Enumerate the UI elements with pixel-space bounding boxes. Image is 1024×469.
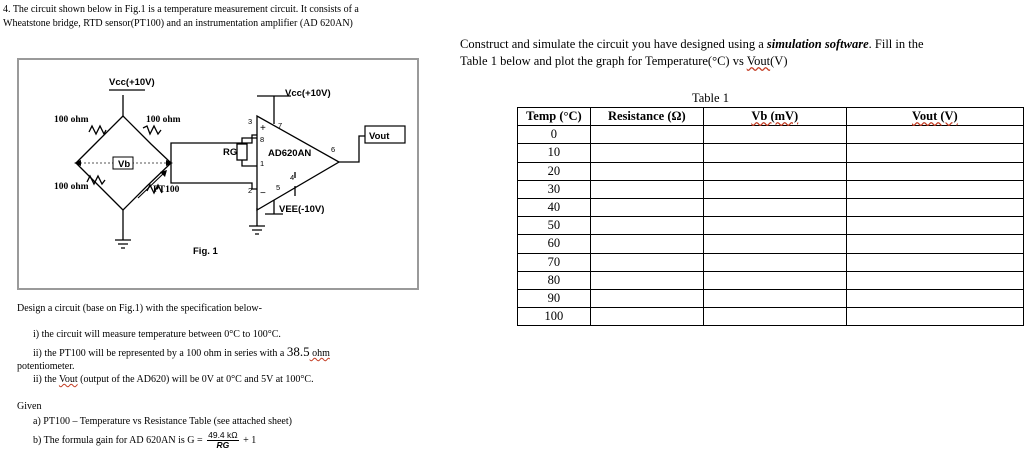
given-b-pre: b) The formula gain for AD 620AN is G = bbox=[33, 434, 206, 446]
resistance-cell[interactable] bbox=[590, 198, 703, 216]
vout-cell[interactable] bbox=[846, 289, 1023, 307]
temp-cell: 90 bbox=[518, 289, 591, 307]
vout-cell[interactable] bbox=[846, 271, 1023, 289]
temp-cell: 50 bbox=[518, 217, 591, 235]
vcc-right-label: Vcc(+10V) bbox=[285, 88, 331, 99]
spec-1: i) the circuit will measure temperature between 0°C to 100°C. bbox=[33, 329, 281, 340]
vb-cell[interactable] bbox=[703, 198, 846, 216]
given-a: a) PT100 – Temperature vs Resistance Table (see attached sheet) bbox=[33, 416, 292, 427]
resistance-cell[interactable] bbox=[590, 126, 703, 144]
pin-4: 4 bbox=[290, 173, 295, 182]
vout-cell[interactable] bbox=[846, 308, 1023, 326]
intro-line-2: Wheatstone bridge, RTD sensor(PT100) and an instrumentation amplifier (AD 620AN) bbox=[3, 18, 353, 29]
temp-cell: 80 bbox=[518, 271, 591, 289]
table-header-row bbox=[518, 108, 1024, 126]
vb-cell[interactable] bbox=[703, 180, 846, 198]
vout-cell[interactable] bbox=[846, 217, 1023, 235]
table-row bbox=[518, 144, 1024, 162]
spec-2-value: 38.5 bbox=[286, 344, 310, 359]
temp-cell: 10 bbox=[518, 144, 591, 162]
pin-6: 6 bbox=[331, 145, 336, 154]
minus-sign: − bbox=[260, 188, 266, 199]
resistance-cell[interactable] bbox=[590, 162, 703, 180]
resistance-cell[interactable] bbox=[590, 289, 703, 307]
vb-cell[interactable] bbox=[703, 271, 846, 289]
resistance-cell[interactable] bbox=[590, 253, 703, 271]
table-row bbox=[518, 271, 1024, 289]
table-row bbox=[518, 126, 1024, 144]
vb-cell[interactable] bbox=[703, 253, 846, 271]
header-vout-text: Vout (V) bbox=[911, 109, 958, 124]
temp-cell: 60 bbox=[518, 235, 591, 253]
header-vout bbox=[846, 108, 1023, 126]
gain-denominator: RG bbox=[216, 440, 230, 450]
vb-cell[interactable] bbox=[703, 217, 846, 235]
spec-3-pre: ii) the bbox=[33, 374, 59, 385]
rg-label: RG bbox=[223, 147, 238, 158]
instructions-line-2 bbox=[460, 54, 787, 69]
spec-2-pre: ii) the PT100 will be represented by a 100 ohm in series with a bbox=[33, 348, 287, 359]
vout-cell[interactable] bbox=[846, 235, 1023, 253]
table-1 bbox=[517, 107, 1024, 326]
instructions-line-1 bbox=[460, 37, 924, 52]
table-row bbox=[518, 253, 1024, 271]
spec-3 bbox=[33, 374, 314, 385]
figure-frame bbox=[18, 59, 418, 289]
table-row bbox=[518, 308, 1024, 326]
gain-numerator: 49.4 kΩ bbox=[208, 430, 238, 440]
instructions-line-1-post: . Fill in the bbox=[868, 37, 924, 51]
vout-cell[interactable] bbox=[846, 126, 1023, 144]
header-temp: Temp (°C) bbox=[518, 108, 591, 126]
instructions-line-2-pre: Table 1 below and plot the graph for Temperature(°C) vs bbox=[460, 54, 747, 68]
vout-cell[interactable] bbox=[846, 253, 1023, 271]
table-caption: Table 1 bbox=[692, 91, 729, 105]
gain-fraction bbox=[207, 431, 239, 450]
r-top-left-label: 100 ohm bbox=[54, 115, 89, 125]
instructions-line-2-post: (V) bbox=[770, 54, 788, 68]
temp-cell: 30 bbox=[518, 180, 591, 198]
table-row bbox=[518, 162, 1024, 180]
given-b-post: + 1 bbox=[240, 434, 257, 446]
table-row bbox=[518, 180, 1024, 198]
pt100-label: PT100 bbox=[153, 185, 180, 195]
spec-3-vout: Vout bbox=[58, 374, 78, 385]
vb-cell[interactable] bbox=[703, 235, 846, 253]
given-heading: Given bbox=[17, 401, 42, 412]
resistance-cell[interactable] bbox=[590, 308, 703, 326]
vb-label: Vb bbox=[118, 159, 131, 170]
table-row bbox=[518, 235, 1024, 253]
vout-cell[interactable] bbox=[846, 162, 1023, 180]
r-top-right-label: 100 ohm bbox=[146, 115, 181, 125]
table-row bbox=[518, 289, 1024, 307]
instructions-vout: Vout bbox=[746, 54, 771, 68]
r-bottom-left-label: 100 ohm bbox=[54, 182, 89, 192]
circuit-figure bbox=[17, 58, 419, 290]
vout-label: Vout bbox=[369, 131, 390, 142]
spec-2 bbox=[33, 344, 330, 360]
pin-8: 8 bbox=[260, 135, 265, 144]
vb-cell[interactable] bbox=[703, 144, 846, 162]
vout-cell[interactable] bbox=[846, 198, 1023, 216]
spec-3-post: (output of the AD620) will be 0V at 0°C and 5V at 100°C. bbox=[77, 374, 314, 385]
vcc-left-label: Vcc(+10V) bbox=[109, 77, 155, 88]
pin-1: 1 bbox=[260, 159, 265, 168]
instructions-line-1-pre: Construct and simulate the circuit you have designed using a bbox=[460, 37, 767, 51]
pin-7: 7 bbox=[278, 121, 283, 130]
plus-sign: + bbox=[260, 123, 266, 134]
spec-2-continuation: potentiometer. bbox=[17, 361, 75, 372]
given-b bbox=[33, 431, 256, 450]
pin-2: 2 bbox=[248, 186, 253, 195]
resistance-cell[interactable] bbox=[590, 235, 703, 253]
vb-cell[interactable] bbox=[703, 126, 846, 144]
resistance-cell[interactable] bbox=[590, 271, 703, 289]
header-vb-text: Vb (mV) bbox=[751, 109, 799, 124]
header-vb bbox=[703, 108, 846, 126]
temp-cell: 0 bbox=[518, 126, 591, 144]
resistance-cell[interactable] bbox=[590, 180, 703, 198]
vout-cell[interactable] bbox=[846, 180, 1023, 198]
intro-line-1: 4. The circuit shown below in Fig.1 is a temperature measurement circuit. It consists of a bbox=[3, 4, 359, 15]
figure-caption: Fig. 1 bbox=[193, 246, 218, 257]
design-heading: Design a circuit (base on Fig.1) with the specification below- bbox=[17, 303, 262, 314]
resistance-cell[interactable] bbox=[590, 144, 703, 162]
temp-cell: 20 bbox=[518, 162, 591, 180]
vb-cell[interactable] bbox=[703, 162, 846, 180]
temp-cell: 100 bbox=[518, 308, 591, 326]
vee-label: VEE(-10V) bbox=[279, 204, 325, 215]
vb-cell[interactable] bbox=[703, 308, 846, 326]
temp-cell: 70 bbox=[518, 253, 591, 271]
header-resistance: Resistance (Ω) bbox=[590, 108, 703, 126]
instructions-emphasis: simulation software bbox=[766, 37, 869, 51]
vout-cell[interactable] bbox=[846, 144, 1023, 162]
resistance-cell[interactable] bbox=[590, 217, 703, 235]
pin-3: 3 bbox=[248, 117, 253, 126]
pin-5: 5 bbox=[276, 183, 281, 192]
table-row bbox=[518, 198, 1024, 216]
vb-cell[interactable] bbox=[703, 289, 846, 307]
temp-cell: 40 bbox=[518, 198, 591, 216]
table-row bbox=[518, 217, 1024, 235]
spec-2-unit: ohm bbox=[309, 348, 330, 359]
amplifier-label: AD620AN bbox=[268, 148, 312, 159]
